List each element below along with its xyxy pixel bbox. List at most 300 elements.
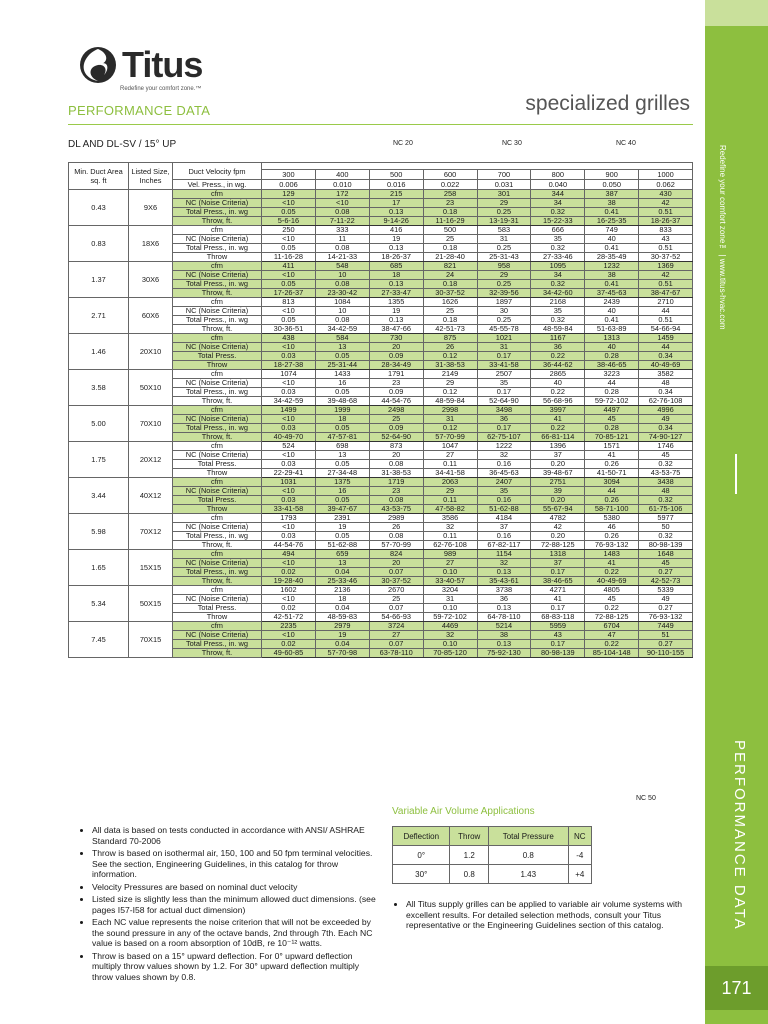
value-cell: 18: [369, 271, 423, 280]
vav-header: Throw: [450, 827, 489, 846]
duct-area-cell: 1.37: [69, 262, 129, 298]
value-cell: 25-31-44: [315, 361, 369, 370]
value-cell: 35: [477, 487, 531, 496]
value-cell: 0.08: [315, 280, 369, 289]
value-cell: 75-92-130: [477, 649, 531, 658]
value-cell: 40-49-69: [585, 577, 639, 586]
value-cell: <10: [262, 343, 316, 352]
value-cell: 43-53-75: [369, 505, 423, 514]
table-row: [69, 262, 693, 271]
listed-size-cell: 70X10: [129, 406, 173, 442]
value-cell: 3724: [369, 622, 423, 631]
value-cell: 18-26-37: [639, 217, 693, 226]
value-cell: 34-42-60: [531, 289, 585, 298]
row-label: cfm: [173, 622, 262, 631]
velocity-header: 400: [315, 170, 369, 180]
value-cell: 0.03: [262, 496, 316, 505]
value-cell: 54-66-94: [639, 325, 693, 334]
value-cell: 40: [585, 343, 639, 352]
value-cell: 0.26: [585, 496, 639, 505]
value-cell: 27-33-47: [369, 289, 423, 298]
value-cell: 0.26: [585, 532, 639, 541]
value-cell: 2439: [585, 298, 639, 307]
header-size: Listed Size, Inches: [129, 163, 173, 190]
value-cell: 0.28: [585, 352, 639, 361]
value-cell: 1222: [477, 442, 531, 451]
value-cell: 29: [477, 199, 531, 208]
row-label: Throw: [173, 505, 262, 514]
page-title: specialized grilles: [525, 92, 690, 115]
value-cell: 40: [585, 235, 639, 244]
value-cell: 0.22: [531, 388, 585, 397]
note-item: • All data is based on tests conducted in accordance with ANSI/ ASHRAE Standard 70-2006: [92, 825, 380, 846]
value-cell: 0.41: [585, 316, 639, 325]
value-cell: 0.32: [639, 496, 693, 505]
value-cell: 0.13: [369, 208, 423, 217]
value-cell: 27: [369, 631, 423, 640]
value-cell: 43-53-75: [639, 469, 693, 478]
value-cell: 7-11-22: [315, 217, 369, 226]
value-cell: 1318: [531, 550, 585, 559]
value-cell: 0.41: [585, 280, 639, 289]
row-label: NC (Noise Criteria): [173, 415, 262, 424]
value-cell: 38: [585, 199, 639, 208]
table-row: [69, 478, 693, 487]
value-cell: 0.27: [639, 568, 693, 577]
row-label: NC (Noise Criteria): [173, 559, 262, 568]
row-label: Throw, ft.: [173, 649, 262, 658]
value-cell: 2136: [315, 586, 369, 595]
value-cell: 0.03: [262, 352, 316, 361]
value-cell: 2979: [315, 622, 369, 631]
value-cell: 64-78-110: [477, 613, 531, 622]
value-cell: 38-46-65: [531, 577, 585, 586]
vel-press-value: 0.031: [477, 180, 531, 190]
sidebar-top-tab: [705, 0, 768, 26]
velocity-header: 500: [369, 170, 423, 180]
vel-press-value: 0.022: [423, 180, 477, 190]
row-label: Throw: [173, 361, 262, 370]
duct-area-cell: 5.98: [69, 514, 129, 550]
value-cell: 36-44-62: [531, 361, 585, 370]
value-cell: 833: [639, 226, 693, 235]
value-cell: 438: [262, 334, 316, 343]
value-cell: 27: [423, 451, 477, 460]
value-cell: 16: [315, 487, 369, 496]
value-cell: 0.02: [262, 640, 316, 649]
value-cell: 50: [639, 523, 693, 532]
value-cell: 0.17: [531, 568, 585, 577]
value-cell: 0.20: [531, 496, 585, 505]
value-cell: 38-47-66: [369, 325, 423, 334]
value-cell: <10: [262, 523, 316, 532]
value-cell: 26: [369, 523, 423, 532]
value-cell: 0.04: [315, 604, 369, 613]
value-cell: 3438: [639, 478, 693, 487]
note-item: • Each NC value represents the noise criterion that will not be exceeded by the sound pressure in any of the octave bands, 2nd through 7th. Each NC value is based on a room absorption of 10dB, re 10⁻¹² watts.: [92, 917, 380, 949]
value-cell: 25: [369, 415, 423, 424]
value-cell: 0.28: [585, 424, 639, 433]
value-cell: 23: [369, 487, 423, 496]
value-cell: 0.05: [315, 424, 369, 433]
value-cell: 23-30-42: [315, 289, 369, 298]
row-label: Total Press., in. wg: [173, 208, 262, 217]
row-label: Total Press., in. wg: [173, 388, 262, 397]
row-label: Total Press., in. wg: [173, 568, 262, 577]
value-cell: 17: [369, 199, 423, 208]
page-number: 171: [705, 966, 768, 1010]
value-cell: 48: [639, 487, 693, 496]
value-cell: 0.05: [315, 496, 369, 505]
value-cell: 44: [639, 343, 693, 352]
value-cell: 70-85-121: [585, 433, 639, 442]
value-cell: 2751: [531, 478, 585, 487]
value-cell: 1483: [585, 550, 639, 559]
velocity-header: 300: [262, 170, 316, 180]
value-cell: 26: [423, 343, 477, 352]
value-cell: 51-62-88: [477, 505, 531, 514]
value-cell: 33-41-58: [262, 505, 316, 514]
duct-area-cell: 3.58: [69, 370, 129, 406]
value-cell: 172: [315, 190, 369, 199]
velocity-header: 800: [531, 170, 585, 180]
value-cell: 0.32: [639, 532, 693, 541]
vav-cell: 0.8: [450, 865, 489, 884]
row-label: NC (Noise Criteria): [173, 307, 262, 316]
value-cell: 62-76-108: [423, 541, 477, 550]
value-cell: 0.10: [423, 604, 477, 613]
value-cell: 4996: [639, 406, 693, 415]
value-cell: 25: [423, 307, 477, 316]
value-cell: 0.12: [423, 424, 477, 433]
value-cell: 0.13: [369, 316, 423, 325]
header-spacer: [262, 163, 693, 170]
row-label: Total Press., in. wg: [173, 640, 262, 649]
value-cell: 39-48-67: [531, 469, 585, 478]
table-row: [69, 586, 693, 595]
duct-area-cell: 7.45: [69, 622, 129, 658]
value-cell: 215: [369, 190, 423, 199]
duct-area-cell: 1.75: [69, 442, 129, 478]
value-cell: 0.20: [531, 532, 585, 541]
value-cell: 749: [585, 226, 639, 235]
value-cell: 59-72-102: [423, 613, 477, 622]
value-cell: 0.32: [639, 460, 693, 469]
value-cell: 258: [423, 190, 477, 199]
value-cell: 6704: [585, 622, 639, 631]
value-cell: 1396: [531, 442, 585, 451]
vav-cell: 0°: [393, 846, 450, 865]
value-cell: 813: [262, 298, 316, 307]
row-label: cfm: [173, 370, 262, 379]
value-cell: 0.03: [262, 532, 316, 541]
value-cell: 1571: [585, 442, 639, 451]
value-cell: 1897: [477, 298, 531, 307]
value-cell: 49-60-85: [262, 649, 316, 658]
value-cell: 7449: [639, 622, 693, 631]
value-cell: 0.17: [531, 640, 585, 649]
duct-area-cell: 5.34: [69, 586, 129, 622]
vel-press-value: 0.062: [639, 180, 693, 190]
value-cell: 39-48-68: [315, 397, 369, 406]
value-cell: 0.05: [262, 208, 316, 217]
value-cell: 1313: [585, 334, 639, 343]
value-cell: 54-66-93: [369, 613, 423, 622]
value-cell: 4184: [477, 514, 531, 523]
value-cell: 35: [477, 379, 531, 388]
value-cell: 16-25-35: [585, 217, 639, 226]
value-cell: 66-81-114: [531, 433, 585, 442]
value-cell: 25: [423, 235, 477, 244]
value-cell: 48-59-83: [315, 613, 369, 622]
value-cell: 730: [369, 334, 423, 343]
value-cell: 3997: [531, 406, 585, 415]
value-cell: 2391: [315, 514, 369, 523]
value-cell: 3204: [423, 586, 477, 595]
value-cell: 47-57-81: [315, 433, 369, 442]
row-label: Total Press.: [173, 460, 262, 469]
performance-table: [68, 162, 693, 658]
value-cell: 41: [531, 595, 585, 604]
value-cell: 48-59-84: [531, 325, 585, 334]
value-cell: 31-38-53: [423, 361, 477, 370]
value-cell: 0.34: [639, 388, 693, 397]
row-label: Total Press., in. wg: [173, 244, 262, 253]
value-cell: 42-51-72: [262, 613, 316, 622]
value-cell: <10: [262, 487, 316, 496]
value-cell: 51: [639, 631, 693, 640]
velocity-header: 900: [585, 170, 639, 180]
value-cell: 44: [585, 379, 639, 388]
value-cell: 62-76-108: [639, 397, 693, 406]
value-cell: 0.08: [369, 496, 423, 505]
value-cell: 0.02: [262, 604, 316, 613]
value-cell: 23: [423, 199, 477, 208]
value-cell: 0.51: [639, 208, 693, 217]
listed-size-cell: 20X10: [129, 334, 173, 370]
value-cell: 685: [369, 262, 423, 271]
value-cell: 0.51: [639, 316, 693, 325]
duct-area-cell: 3.44: [69, 478, 129, 514]
value-cell: 62-75-107: [477, 433, 531, 442]
value-cell: 1021: [477, 334, 531, 343]
value-cell: 30-36-51: [262, 325, 316, 334]
value-cell: 52-64-90: [477, 397, 531, 406]
row-label: Throw: [173, 613, 262, 622]
brand-name: Titus: [122, 44, 203, 85]
value-cell: 0.17: [531, 604, 585, 613]
value-cell: 387: [585, 190, 639, 199]
value-cell: 72-88-125: [531, 541, 585, 550]
duct-area-cell: 1.46: [69, 334, 129, 370]
value-cell: <10: [262, 235, 316, 244]
value-cell: 27-33-46: [531, 253, 585, 262]
value-cell: 0.05: [315, 460, 369, 469]
row-label: Throw: [173, 469, 262, 478]
value-cell: 698: [315, 442, 369, 451]
value-cell: 0.08: [369, 460, 423, 469]
value-cell: 0.25: [477, 280, 531, 289]
value-cell: 11-16-28: [262, 253, 316, 262]
value-cell: 0.22: [585, 604, 639, 613]
value-cell: 1626: [423, 298, 477, 307]
row-label: NC (Noise Criteria): [173, 523, 262, 532]
value-cell: 0.25: [477, 316, 531, 325]
row-label: Total Press.: [173, 352, 262, 361]
value-cell: 20: [369, 343, 423, 352]
value-cell: 34-41-58: [423, 469, 477, 478]
value-cell: 0.18: [423, 208, 477, 217]
value-cell: 2235: [262, 622, 316, 631]
value-cell: 0.13: [477, 640, 531, 649]
value-cell: 0.32: [531, 208, 585, 217]
value-cell: 0.20: [531, 460, 585, 469]
value-cell: 48: [639, 379, 693, 388]
value-cell: <10: [262, 307, 316, 316]
value-cell: 524: [262, 442, 316, 451]
value-cell: 70-85-120: [423, 649, 477, 658]
value-cell: 411: [262, 262, 316, 271]
value-cell: 31: [477, 343, 531, 352]
value-cell: 0.27: [639, 640, 693, 649]
value-cell: 49: [639, 415, 693, 424]
row-label: NC (Noise Criteria): [173, 487, 262, 496]
vav-cell: 30°: [393, 865, 450, 884]
value-cell: 0.09: [369, 424, 423, 433]
value-cell: 0.11: [423, 460, 477, 469]
value-cell: 31-38-53: [369, 469, 423, 478]
value-cell: 37: [531, 451, 585, 460]
header-area: Min. Duct Area sq. ft: [69, 163, 129, 190]
value-cell: 0.27: [639, 604, 693, 613]
value-cell: 28-35-49: [585, 253, 639, 262]
value-cell: 19: [315, 631, 369, 640]
value-cell: 2507: [477, 370, 531, 379]
value-cell: 37-45-63: [585, 289, 639, 298]
value-cell: 45: [585, 595, 639, 604]
value-cell: 40-49-70: [262, 433, 316, 442]
listed-size-cell: 70X15: [129, 622, 173, 658]
value-cell: 35: [531, 307, 585, 316]
value-cell: 0.02: [262, 568, 316, 577]
value-cell: <10: [262, 595, 316, 604]
value-cell: 29: [477, 271, 531, 280]
value-cell: 80-98-139: [531, 649, 585, 658]
vav-cell: 0.8: [489, 846, 569, 865]
value-cell: 21-28-40: [423, 253, 477, 262]
table-row: [69, 226, 693, 235]
row-label: cfm: [173, 586, 262, 595]
value-cell: 1084: [315, 298, 369, 307]
value-cell: 1232: [585, 262, 639, 271]
value-cell: <10: [262, 631, 316, 640]
value-cell: 1375: [315, 478, 369, 487]
value-cell: 45: [639, 559, 693, 568]
value-cell: 51-63-89: [585, 325, 639, 334]
value-cell: 44-54-76: [369, 397, 423, 406]
vav-cell: 1.43: [489, 865, 569, 884]
section-label: PERFORMANCE DATA: [68, 103, 211, 118]
value-cell: 494: [262, 550, 316, 559]
value-cell: 0.13: [369, 280, 423, 289]
value-cell: 41: [585, 559, 639, 568]
value-cell: 37: [477, 523, 531, 532]
value-cell: 33-41-58: [477, 361, 531, 370]
value-cell: 18: [315, 415, 369, 424]
value-cell: 2998: [423, 406, 477, 415]
row-label: NC (Noise Criteria): [173, 451, 262, 460]
value-cell: 2710: [639, 298, 693, 307]
value-cell: 824: [369, 550, 423, 559]
value-cell: <10: [315, 199, 369, 208]
value-cell: 2149: [423, 370, 477, 379]
value-cell: 0.34: [639, 424, 693, 433]
vav-header: NC: [568, 827, 591, 846]
value-cell: 38: [477, 631, 531, 640]
value-cell: 13: [315, 451, 369, 460]
value-cell: 1499: [262, 406, 316, 415]
value-cell: 31: [423, 415, 477, 424]
value-cell: 0.07: [369, 568, 423, 577]
titus-swirl-icon: [78, 45, 118, 85]
value-cell: 500: [423, 226, 477, 235]
value-cell: 0.07: [369, 640, 423, 649]
row-label: cfm: [173, 514, 262, 523]
vav-title: Variable Air Volume Applications: [392, 806, 535, 817]
table-row: [69, 190, 693, 199]
sidebar-divider: [735, 454, 737, 494]
value-cell: 344: [531, 190, 585, 199]
sidebar-section-label: PERFORMANCE DATA: [731, 740, 748, 931]
value-cell: 40-49-69: [639, 361, 693, 370]
row-label: NC (Noise Criteria): [173, 235, 262, 244]
value-cell: 0.16: [477, 496, 531, 505]
value-cell: <10: [262, 379, 316, 388]
row-label: NC (Noise Criteria): [173, 631, 262, 640]
value-cell: 11: [315, 235, 369, 244]
value-cell: 5339: [639, 586, 693, 595]
row-label: NC (Noise Criteria): [173, 379, 262, 388]
value-cell: 0.51: [639, 280, 693, 289]
vav-cell: +4: [568, 865, 591, 884]
value-cell: 80-98-139: [639, 541, 693, 550]
value-cell: 0.04: [315, 640, 369, 649]
value-cell: 0.22: [531, 352, 585, 361]
sidebar-website-text: Redefine your comfort zone™ | www.titus-hvac.com: [718, 145, 727, 330]
value-cell: 1355: [369, 298, 423, 307]
table-row: [69, 298, 693, 307]
value-cell: 30: [477, 307, 531, 316]
row-label: Throw, ft.: [173, 577, 262, 586]
value-cell: 1031: [262, 478, 316, 487]
value-cell: 1433: [315, 370, 369, 379]
duct-area-cell: 0.83: [69, 226, 129, 262]
value-cell: 2063: [423, 478, 477, 487]
value-cell: 584: [315, 334, 369, 343]
value-cell: 250: [262, 226, 316, 235]
value-cell: 430: [639, 190, 693, 199]
value-cell: 25: [369, 595, 423, 604]
velocity-header: 600: [423, 170, 477, 180]
table-row: [69, 514, 693, 523]
value-cell: 5977: [639, 514, 693, 523]
value-cell: 18-27-38: [262, 361, 316, 370]
row-label: NC (Noise Criteria): [173, 271, 262, 280]
value-cell: 18-26-37: [369, 253, 423, 262]
value-cell: <10: [262, 451, 316, 460]
value-cell: 1602: [262, 586, 316, 595]
row-label: Throw, ft.: [173, 217, 262, 226]
